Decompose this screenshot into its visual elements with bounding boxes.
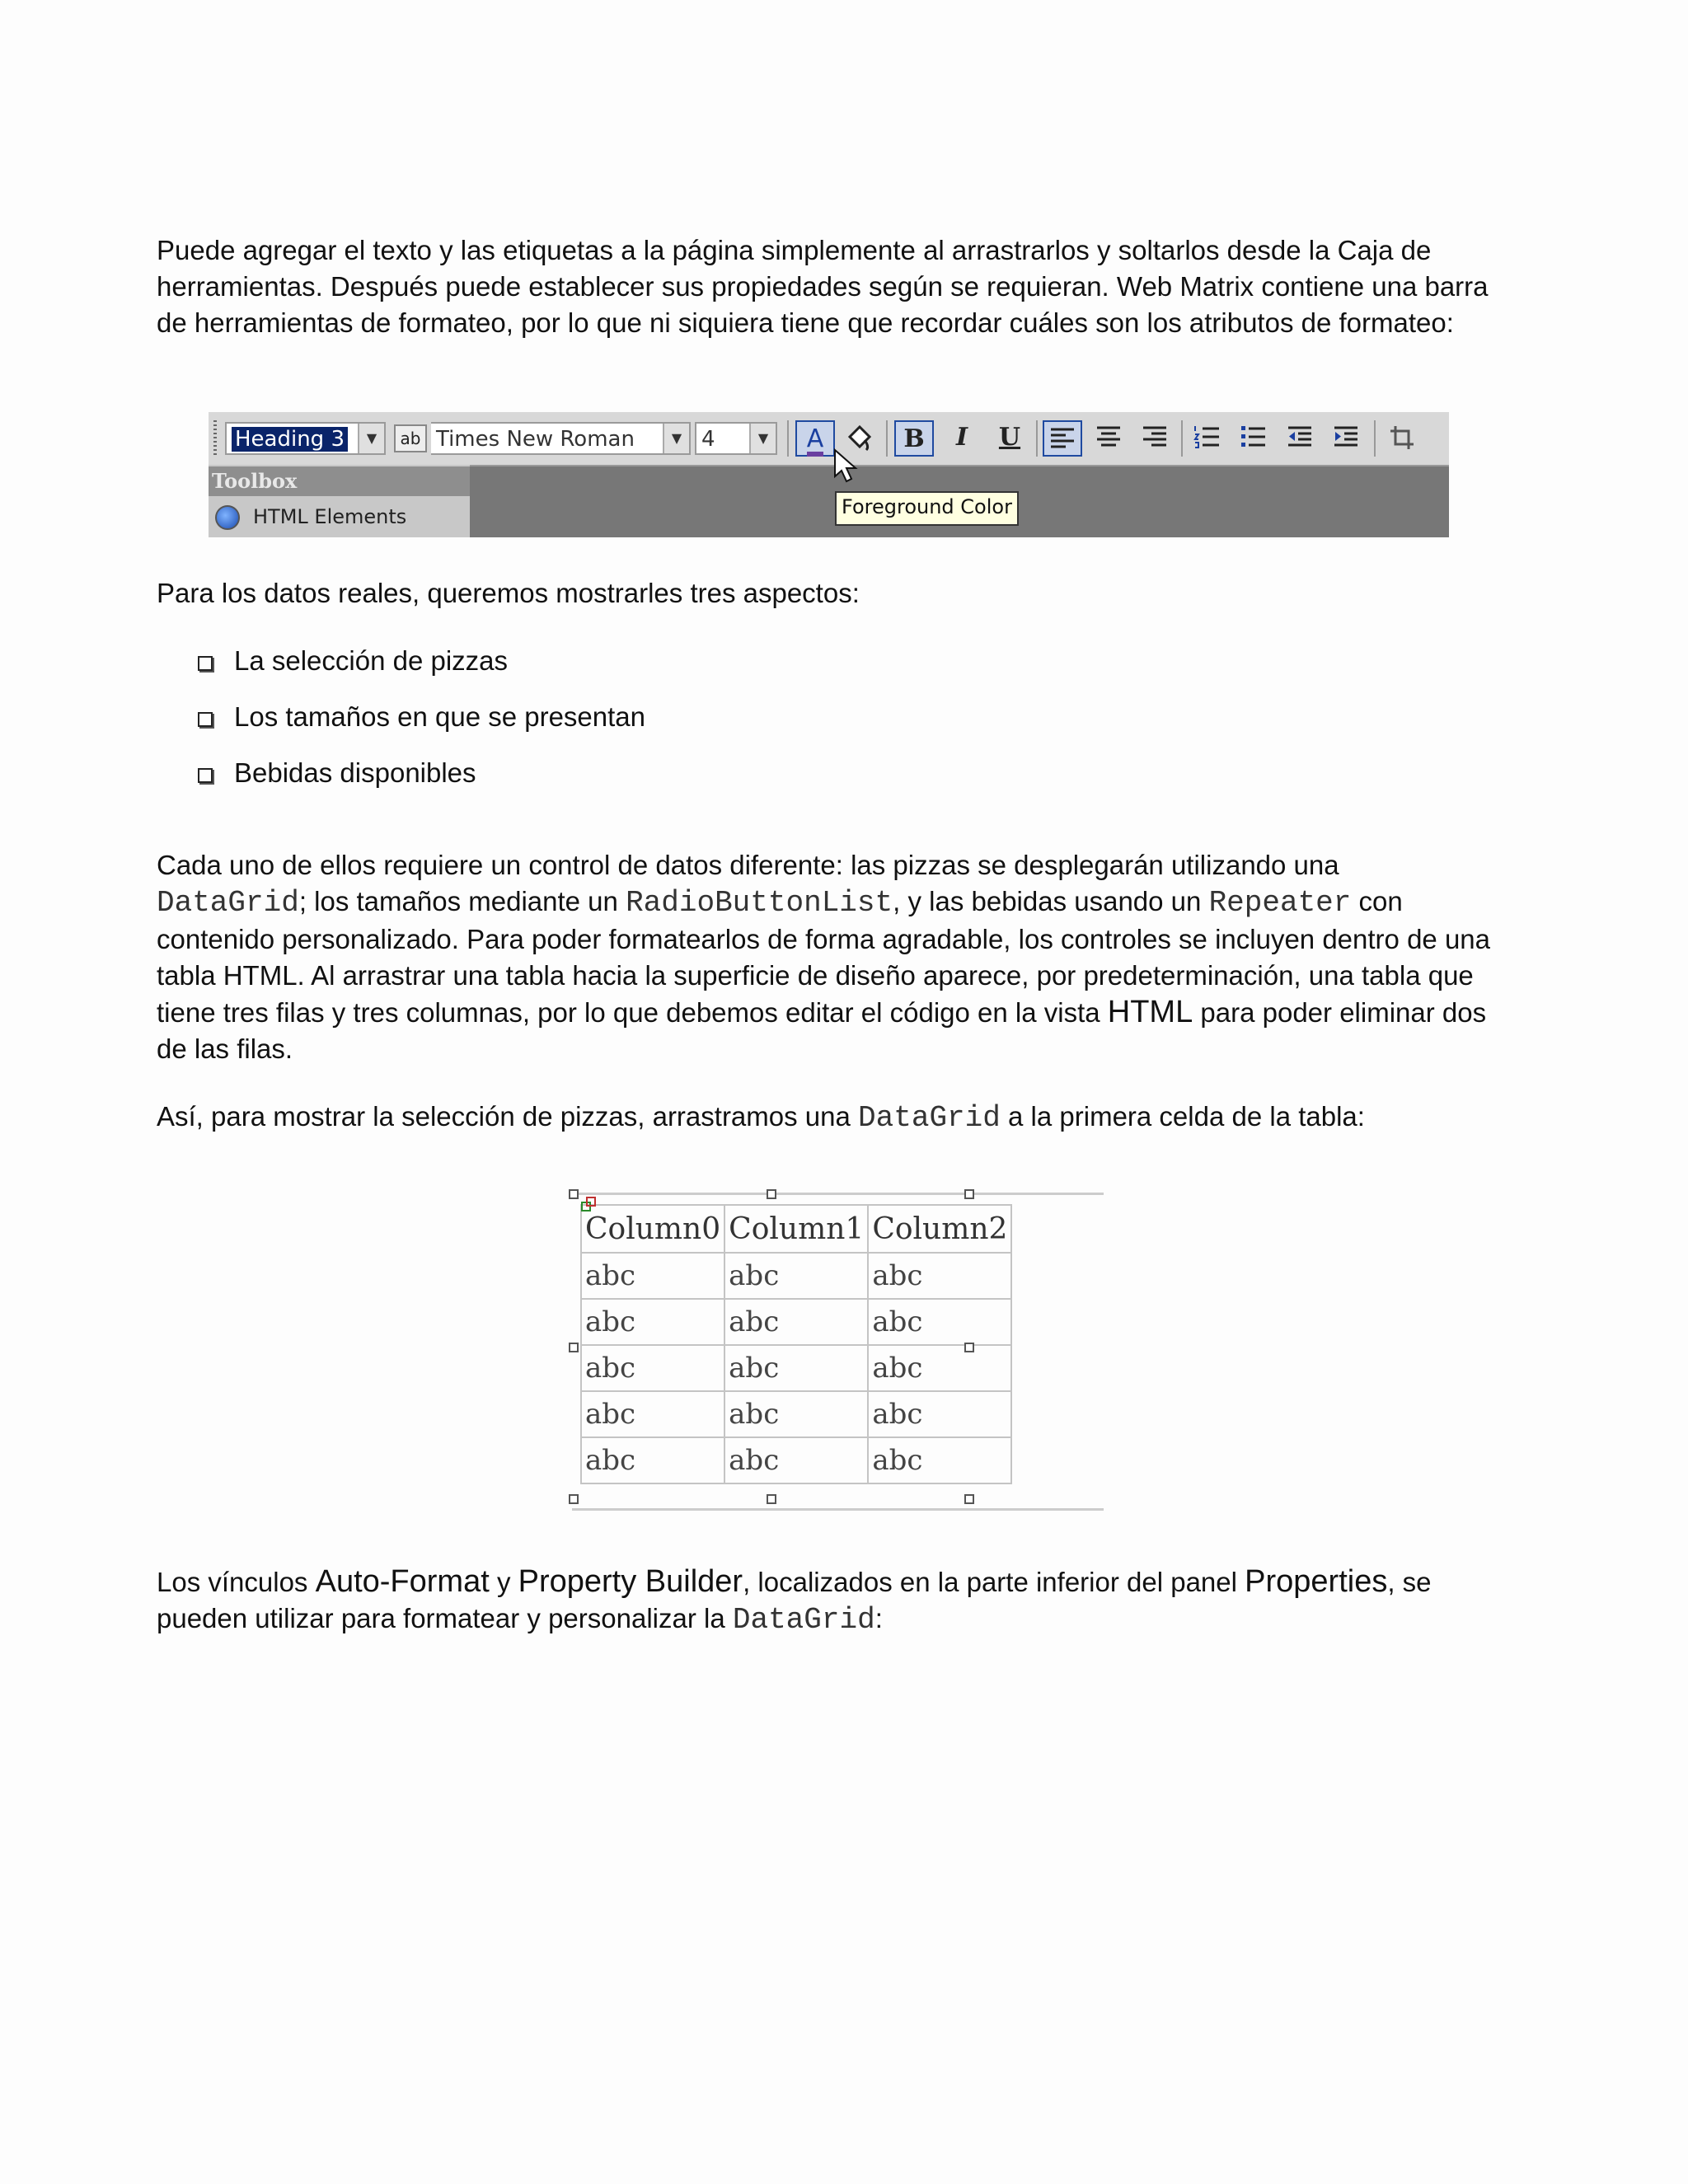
underline-button[interactable] <box>990 420 1029 457</box>
formatting-toolbar <box>209 412 1449 466</box>
indent-icon <box>1331 423 1361 452</box>
font-value: Times New Roman <box>436 427 635 452</box>
table-row <box>581 1391 1011 1437</box>
table-cell: abc <box>868 1253 1011 1299</box>
table-cell: abc <box>581 1391 724 1437</box>
column-header: Column0 <box>581 1205 724 1253</box>
aspects-list <box>198 643 645 811</box>
toolbar-grip[interactable] <box>213 420 217 457</box>
align-left-icon <box>1048 424 1077 454</box>
column-header: Column2 <box>868 1205 1011 1253</box>
move-handle-icon[interactable] <box>580 1196 600 1216</box>
font-dropdown[interactable] <box>431 422 691 455</box>
toolbar-separator <box>886 420 888 457</box>
resize-handle[interactable] <box>569 1343 579 1352</box>
table-row <box>581 1253 1011 1299</box>
table-cell: abc <box>581 1437 724 1483</box>
table-cell: abc <box>581 1299 724 1345</box>
resize-handle[interactable] <box>767 1494 776 1504</box>
html-term: HTML <box>1107 995 1193 1029</box>
numbered-list-icon <box>1193 423 1222 452</box>
paragraph-text: para poder eliminar dos de las filas. <box>157 997 1487 1064</box>
list-item <box>198 699 645 755</box>
toolbar-separator <box>787 420 789 457</box>
style-value: Heading 3 <box>232 427 348 452</box>
html-elements-icon <box>215 505 240 530</box>
chevron-down-icon[interactable]: ▼ <box>749 424 776 453</box>
list-item-text: La selección de pizzas <box>234 645 509 676</box>
datagrid-intro-block <box>157 1099 1492 1137</box>
list-item <box>198 643 645 699</box>
checkbox-bullet-icon <box>198 656 213 671</box>
chevron-down-icon[interactable]: ▼ <box>663 424 689 453</box>
align-left-button[interactable] <box>1043 420 1082 457</box>
underline-icon: U <box>998 423 1021 452</box>
align-right-icon <box>1140 423 1170 452</box>
bold-icon: B <box>903 424 925 453</box>
crop-button[interactable] <box>1382 420 1422 457</box>
properties-term: Properties <box>1245 1564 1388 1599</box>
datagrid-paragraph <box>157 1099 1492 1137</box>
size-value: 4 <box>701 427 715 452</box>
foreground-color-button[interactable] <box>795 420 835 457</box>
controls-block <box>157 847 1492 1067</box>
paragraph-text: Los vínculos <box>157 1567 316 1597</box>
resize-handle[interactable] <box>964 1343 974 1352</box>
code-datagrid: DataGrid <box>858 1101 1001 1135</box>
bullet-list-button[interactable] <box>1234 420 1273 457</box>
crop-icon <box>1387 423 1417 452</box>
align-center-icon <box>1094 423 1123 452</box>
toolbar-separator <box>1181 420 1183 457</box>
style-dropdown[interactable] <box>225 422 386 455</box>
toolbox-item-html-elements[interactable] <box>215 503 406 531</box>
paragraph-text: y <box>489 1567 518 1597</box>
property-builder-term: Property Builder <box>518 1564 743 1599</box>
paragraph-text: con contenido personalizado. Para poder formatearlos de forma agradable, los controles se incluyen dentro de una tabla HTML. Al arrastrar una tabla hacia la superficie de diseño aparece, por predeterminación, una tabla que tiene tres filas y tres columnas, por lo que debemos editar el código en la vista <box>157 886 1490 1028</box>
table-row <box>581 1437 1011 1483</box>
code-repeater: Repeater <box>1208 886 1352 920</box>
size-dropdown[interactable] <box>695 422 777 455</box>
toolbar-separator <box>1036 420 1038 457</box>
foreground-color-icon: A <box>807 427 824 457</box>
links-block <box>157 1563 1492 1638</box>
toolbox-title: Toolbox <box>209 466 470 496</box>
list-item <box>198 755 645 811</box>
aspects-intro: Para los datos reales, queremos mostrarles tres aspectos: <box>157 578 860 608</box>
table-cell: abc <box>724 1437 868 1483</box>
table-cell: abc <box>724 1253 868 1299</box>
aspects-intro-block <box>157 575 860 612</box>
links-paragraph <box>157 1563 1492 1638</box>
table-cell: abc <box>724 1345 868 1391</box>
align-right-button[interactable] <box>1135 420 1175 457</box>
controls-paragraph <box>157 847 1492 1067</box>
bold-button[interactable] <box>894 420 934 457</box>
code-datagrid: DataGrid <box>157 886 299 920</box>
mouse-cursor-icon <box>833 448 861 485</box>
table-cell: abc <box>868 1391 1011 1437</box>
formatting-toolbar-screenshot <box>209 412 1449 537</box>
numbered-list-button[interactable] <box>1188 420 1227 457</box>
table-cell: abc <box>868 1345 1011 1391</box>
chevron-down-icon[interactable]: ▼ <box>358 424 384 453</box>
table-cell: abc <box>868 1299 1011 1345</box>
resize-handle[interactable] <box>569 1494 579 1504</box>
column-header: Column1 <box>724 1205 868 1253</box>
paragraph-text: Así, para mostrar la selección de pizzas, arrastramos una <box>157 1101 859 1132</box>
resize-handle[interactable] <box>569 1189 579 1199</box>
table-header-row <box>581 1205 1011 1253</box>
table-row <box>581 1345 1011 1391</box>
list-item-text: Bebidas disponibles <box>234 757 476 788</box>
tooltip: Foreground Color <box>835 491 1019 526</box>
paragraph-text: a la primera celda de la tabla: <box>1000 1101 1365 1132</box>
paragraph-text: , localizados en la parte inferior del panel <box>743 1567 1245 1597</box>
paragraph-text: ; los tamaños mediante un <box>298 886 626 916</box>
paragraph-text: : <box>874 1603 883 1633</box>
table-row <box>581 1299 1011 1345</box>
bullet-list-icon <box>1239 423 1268 452</box>
toolbar-separator <box>1374 420 1376 457</box>
code-radiobuttonlist: RadioButtonList <box>626 886 893 920</box>
table-cell: abc <box>724 1299 868 1345</box>
table-cell: abc <box>868 1437 1011 1483</box>
intro-paragraph: Puede agregar el texto y las etiquetas a la página simplemente al arrastrarlos y soltarlos desde la Caja de herramientas. Después puede establecer sus propiedades según se requieran. Web Matrix contiene una barra de herramientas de formateo, por lo que ni siquiera tiene que recordar cuáles son los atributos de formateo: <box>157 235 1489 338</box>
resize-handle[interactable] <box>767 1189 776 1199</box>
table-cell: abc <box>724 1391 868 1437</box>
font-icon: ab <box>394 424 427 452</box>
resize-handle[interactable] <box>964 1494 974 1504</box>
table-cell: abc <box>581 1345 724 1391</box>
align-center-button[interactable] <box>1089 420 1128 457</box>
list-item-text: Los tamaños en que se presentan <box>234 701 646 732</box>
paragraph-text: Cada uno de ellos requiere un control de datos diferente: las pizzas se desplegarán utilizando una <box>157 850 1339 880</box>
document-body <box>157 232 1492 341</box>
outdent-icon <box>1285 423 1315 452</box>
indent-button[interactable] <box>1326 420 1366 457</box>
resize-handle[interactable] <box>964 1189 974 1199</box>
outdent-button[interactable] <box>1280 420 1320 457</box>
paragraph-text: , se pueden utilizar para formatear y personalizar la <box>157 1567 1432 1633</box>
checkbox-bullet-icon <box>198 712 213 727</box>
italic-icon: I <box>955 423 968 452</box>
checkbox-bullet-icon <box>198 768 213 783</box>
italic-button[interactable] <box>942 420 982 457</box>
code-datagrid: DataGrid <box>732 1603 875 1637</box>
paragraph-text: , y las bebidas usando un <box>893 886 1209 916</box>
datagrid-screenshot <box>569 1189 1100 1511</box>
auto-format-term: Auto-Format <box>315 1564 490 1599</box>
datagrid-table[interactable] <box>580 1204 1012 1484</box>
table-cell: abc <box>581 1253 724 1299</box>
toolbox-item-label: HTML Elements <box>253 505 407 528</box>
